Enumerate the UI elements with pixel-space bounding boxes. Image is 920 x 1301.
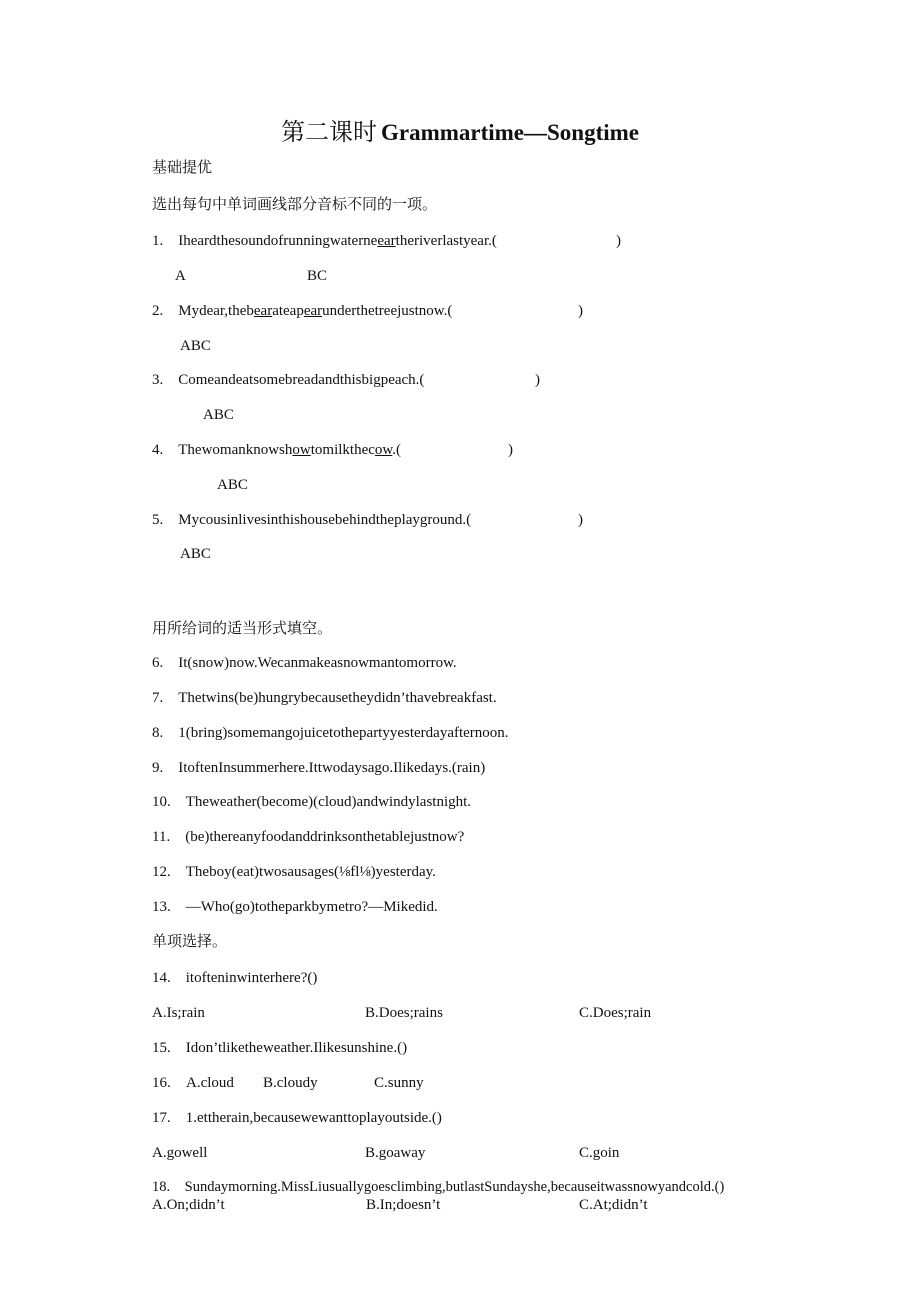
question-1 xyxy=(152,232,497,250)
section-instruction-fill: 用所给词的适当形式填空。 xyxy=(152,619,333,637)
question-text: ItoftenInsummerhere.Ittwodaysago.Ilikedays.(rain) xyxy=(178,760,486,776)
question-number: 15. xyxy=(152,1040,171,1056)
question-3 xyxy=(152,371,424,389)
question-7 xyxy=(152,689,497,707)
question-12 xyxy=(152,863,436,881)
section-instruction-phonics: 选出每句中单词画线部分音标不同的一项。 xyxy=(152,195,438,213)
option-label: ABC xyxy=(180,546,211,562)
question-18 xyxy=(152,1178,724,1196)
option-b[interactable]: B.goaway xyxy=(365,1145,426,1161)
question-text: Comeandeatsomebreadandthisbigpeach.( xyxy=(178,372,425,388)
question-text: It(snow)now.Wecanmakeasnowmantomorrow. xyxy=(178,655,457,671)
question-number: 16. xyxy=(152,1075,171,1091)
question-number: 9. xyxy=(152,760,164,776)
option-a[interactable]: A.On;didn’t xyxy=(152,1197,225,1213)
answer-bracket-close[interactable]: ) xyxy=(578,512,583,528)
option-label: ABC xyxy=(217,477,248,493)
question-text: Thewomanknowsh xyxy=(178,442,293,458)
option-a[interactable]: A.cloud xyxy=(186,1075,234,1091)
question-text: 1.ettherain,becausewewanttoplayoutside.() xyxy=(185,1110,442,1126)
title-chinese: 第二课时 xyxy=(280,118,377,146)
question-13 xyxy=(152,898,438,916)
question-number: 18. xyxy=(152,1179,171,1195)
question-15 xyxy=(152,1039,407,1057)
option-a[interactable]: A.Is;rain xyxy=(152,1005,205,1021)
question-number: 14. xyxy=(152,970,171,986)
question-text: Sundaymorning.MissLiusuallygoesclimbing,butlastSundayshe,becauseitwassnowyandcold.() xyxy=(184,1179,725,1195)
question-text: 1(bring)somemangojuicetothepartyyesterdayafternoon. xyxy=(178,725,509,741)
question-text: Mycousinlivesinthishousebehindtheplayground.( xyxy=(178,512,472,528)
question-8 xyxy=(152,724,509,742)
answer-bracket-close[interactable]: ) xyxy=(616,233,621,249)
question-6 xyxy=(152,654,457,672)
question-text: itofteninwinterhere?() xyxy=(185,970,318,986)
underlined-part: ow xyxy=(374,442,393,458)
question-number: 3. xyxy=(152,372,164,388)
question-number: 17. xyxy=(152,1110,171,1126)
question-number: 4. xyxy=(152,442,164,458)
question-10 xyxy=(152,793,471,811)
option-c[interactable]: C.Does;rain xyxy=(579,1005,652,1021)
question-number: 10. xyxy=(152,794,171,810)
question-number: 11. xyxy=(152,829,171,845)
question-text: tomilkthec xyxy=(310,442,375,458)
question-text: theriverlastyear.( xyxy=(395,233,497,249)
question-text: underthetreejustnow.( xyxy=(322,303,453,319)
question-number: 6. xyxy=(152,655,164,671)
question-11 xyxy=(152,828,464,846)
question-text: .( xyxy=(392,442,402,458)
option-label: BC xyxy=(307,268,328,284)
answer-bracket-close[interactable]: ) xyxy=(578,303,583,319)
question-text: —Who(go)totheparkbymetro?—Mikedid. xyxy=(185,899,438,915)
question-17 xyxy=(152,1109,442,1127)
option-label: A xyxy=(175,268,186,284)
option-b[interactable]: B.cloudy xyxy=(263,1075,318,1091)
option-c[interactable]: C.At;didn’t xyxy=(579,1197,648,1213)
section-instruction-choice: 单项选择。 xyxy=(152,932,228,950)
question-text: Theboy(eat)twosausages(⅛fl⅛)yesterday. xyxy=(185,864,436,880)
question-number: 13. xyxy=(152,899,171,915)
option-a[interactable]: A.gowell xyxy=(152,1145,208,1161)
question-text: Thetwins(be)hungrybecausetheydidn’thavebreakfast. xyxy=(178,690,497,706)
question-text: Idon’tliketheweather.Ilikesunshine.() xyxy=(185,1040,408,1056)
question-number: 7. xyxy=(152,690,164,706)
question-2 xyxy=(152,302,452,320)
question-9 xyxy=(152,759,485,777)
page-title xyxy=(0,112,920,147)
option-c[interactable]: C.sunny xyxy=(374,1075,424,1091)
question-text: Iheardthesoundofrunningwaterne xyxy=(178,233,378,249)
underlined-part: ear xyxy=(253,303,273,319)
question-text: Mydear,theb xyxy=(178,303,254,319)
question-number: 12. xyxy=(152,864,171,880)
option-b[interactable]: B.In;doesn’t xyxy=(366,1197,441,1213)
question-4 xyxy=(152,441,401,459)
question-14 xyxy=(152,969,317,987)
option-label: ABC xyxy=(180,338,211,354)
option-label: ABC xyxy=(203,407,234,423)
question-16 xyxy=(152,1074,171,1092)
question-number: 2. xyxy=(152,303,164,319)
underlined-part: ear xyxy=(377,233,396,249)
question-text: (be)thereanyfoodanddrinksonthetablejustnow? xyxy=(185,829,465,845)
question-number: 5. xyxy=(152,512,164,528)
underlined-part: ear xyxy=(303,303,323,319)
answer-bracket-close[interactable]: ) xyxy=(508,442,513,458)
answer-bracket-close[interactable]: ) xyxy=(535,372,540,388)
question-number: 1. xyxy=(152,233,164,249)
question-text: ateap xyxy=(272,303,304,319)
question-number: 8. xyxy=(152,725,164,741)
section-heading-basic: 基础提优 xyxy=(152,158,213,176)
question-5 xyxy=(152,511,471,529)
title-english: Grammartime—Songtime xyxy=(380,120,640,145)
underlined-part: ow xyxy=(292,442,311,458)
option-c[interactable]: C.goin xyxy=(579,1145,620,1161)
option-b[interactable]: B.Does;rains xyxy=(365,1005,443,1021)
question-text: Theweather(become)(cloud)andwindylastnight. xyxy=(185,794,472,810)
